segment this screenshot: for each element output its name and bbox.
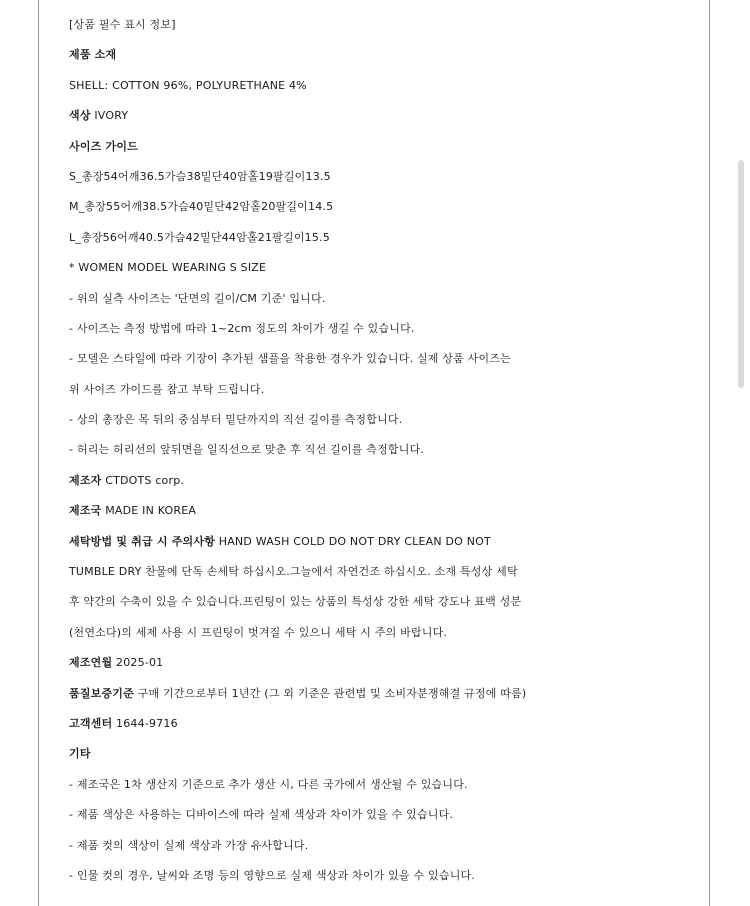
size-note: - 사이즈는 측정 방법에 따라 1~2cm 정도의 차이가 생길 수 있습니다. bbox=[69, 321, 415, 335]
care-text: HAND WASH COLD DO NOT DRY CLEAN DO NOT bbox=[218, 534, 491, 548]
manufacturer-row bbox=[69, 466, 709, 496]
date-label: 제조연월 bbox=[69, 656, 113, 670]
etc-note: - 제품 색상은 사용하는 디바이스에 따라 실제 색상과 차이가 있을 수 있습니다. bbox=[69, 808, 454, 822]
origin-label: 제조국 bbox=[69, 504, 102, 518]
size-note: 위 사이즈 가이드를 참고 부탁 드립니다. bbox=[69, 382, 265, 396]
size-note: - 모델은 스타일에 따라 기장이 추가된 샘플을 착용한 경우가 있습니다. 실제 상품 사이즈는 bbox=[69, 352, 511, 366]
care-text: (천연소다)의 세제 사용 시 프린팅이 벗겨질 수 있으니 세탁 시 주의 바랍니다. bbox=[69, 625, 448, 639]
etc-label: 기타 bbox=[69, 747, 91, 761]
warranty-label: 품질보증기준 bbox=[69, 686, 134, 700]
origin-row bbox=[69, 496, 709, 526]
etc-note: - 제품 컷의 색상이 실제 색상과 가장 유사합니다. bbox=[69, 838, 309, 852]
material-value: SHELL: COTTON 96%, POLYURETHANE 4% bbox=[69, 78, 307, 92]
scrollbar[interactable] bbox=[738, 160, 744, 388]
service-value: 1644-9716 bbox=[116, 716, 178, 730]
color-row bbox=[69, 101, 709, 131]
material-label: 제품 소재 bbox=[69, 48, 117, 62]
care-label: 세탁방법 및 취급 시 주의사항 bbox=[69, 534, 216, 548]
etc-note: - 제조국은 1차 생산지 기준으로 추가 생산 시, 다른 국가에서 생산될 수 있습니다. bbox=[69, 777, 468, 791]
origin-value: MADE IN KOREA bbox=[105, 504, 197, 518]
warranty-row bbox=[69, 679, 709, 709]
model-note: * WOMEN MODEL WEARING S SIZE bbox=[69, 261, 267, 275]
size-note: - 허리는 허리선의 앞뒤면을 일직선으로 맞춘 후 직선 길이를 측정합니다. bbox=[69, 443, 425, 457]
care-row bbox=[69, 527, 709, 557]
size-row-s: S_총장54어깨36.5가슴38밑단40암홀19팔길이13.5 bbox=[69, 169, 331, 183]
manufacturer-label: 제조자 bbox=[69, 473, 102, 487]
color-value: IVORY bbox=[94, 109, 129, 123]
manufacturer-value: CTDOTS corp. bbox=[105, 473, 185, 487]
size-guide-label: 사이즈 가이드 bbox=[69, 139, 138, 153]
product-info bbox=[69, 10, 709, 891]
size-note: - 위의 실측 사이즈는 '단면의 길이/CM 기준' 입니다. bbox=[69, 291, 326, 305]
size-row-m: M_총장55어깨38.5가슴40밑단42암홀20팔길이14.5 bbox=[69, 200, 334, 214]
size-note: - 상의 총장은 목 뒤의 중심부터 밑단까지의 직선 길이를 측정합니다. bbox=[69, 413, 403, 427]
size-row-l: L_총장56어깨40.5가슴42밑단44암홀21팔길이15.5 bbox=[69, 230, 330, 244]
service-row bbox=[69, 709, 709, 739]
date-row bbox=[69, 648, 709, 678]
section-header: [상품 필수 표시 정보] bbox=[69, 18, 176, 31]
etc-note: - 인물 컷의 경우, 날씨와 조명 등의 영향으로 실제 색상과 차이가 있을 수 있습니다. bbox=[69, 868, 476, 882]
date-value: 2025-01 bbox=[116, 656, 164, 670]
warranty-value: 구매 기간으로부터 1년간 (그 외 기준은 관련법 및 소비자분쟁해결 규정에 따름) bbox=[137, 686, 527, 700]
color-label: 색상 bbox=[69, 109, 91, 123]
care-text: 후 약간의 수축이 있을 수 있습니다.프린팅이 있는 상품의 특성상 강한 세탁 강도나 표백 성분 bbox=[69, 595, 522, 609]
care-text: TUMBLE DRY 찬물에 단독 손세탁 하십시오.그늘에서 자연건조 하십시오. 소재 특성상 세탁 bbox=[69, 565, 518, 579]
service-label: 고객센터 bbox=[69, 716, 113, 730]
